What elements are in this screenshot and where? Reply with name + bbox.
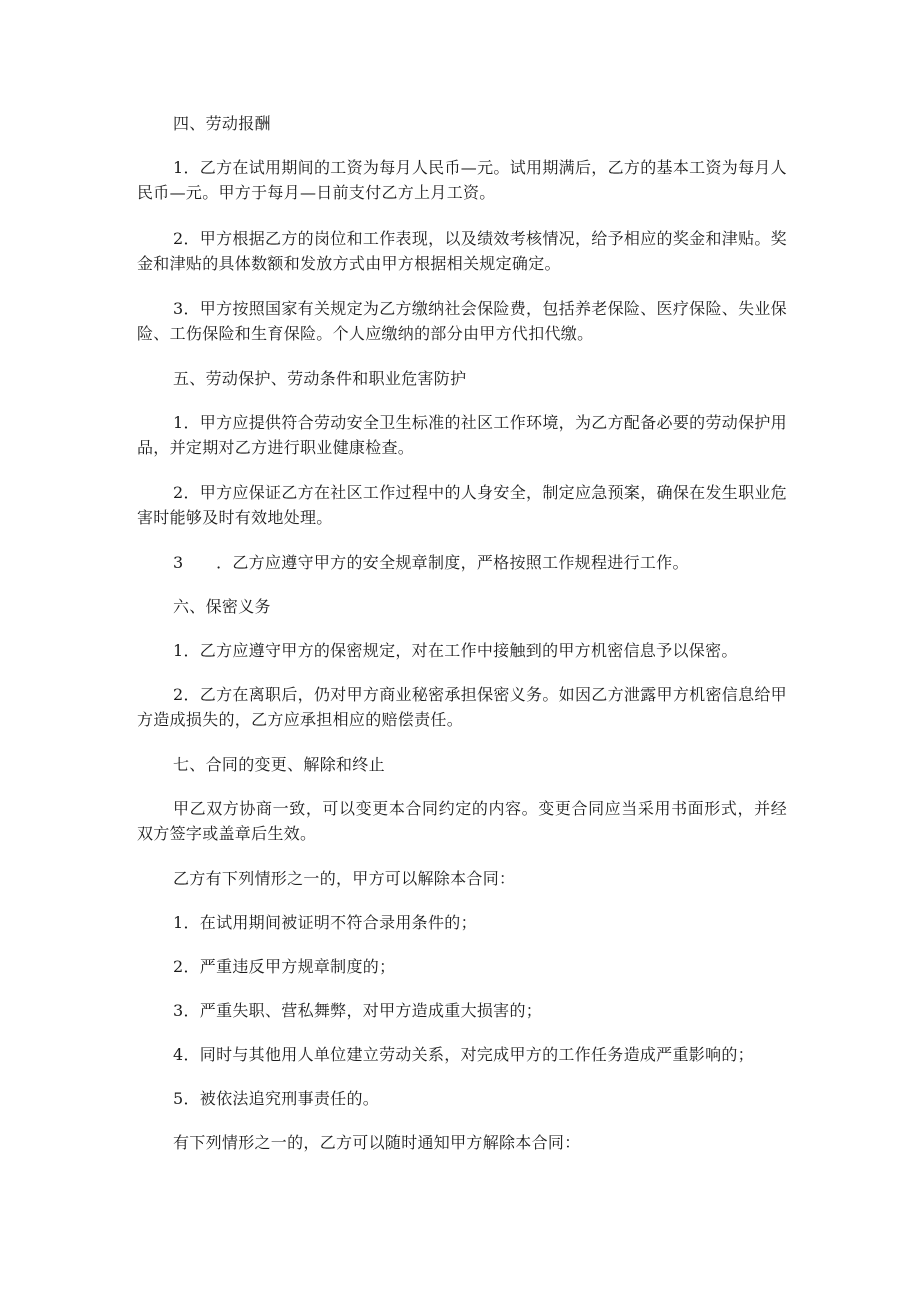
section-heading-labor-protection: 五、劳动保护、劳动条件和职业危害防护 (173, 369, 467, 388)
paragraph: 1．乙方应遵守甲方的保密规定，对在工作中接触到的甲方机密信息予以保密。 (173, 641, 738, 660)
paragraph: 乙方有下列情形之一的，甲方可以解除本合同： (173, 869, 516, 888)
list-item: 4．同时与其他用人单位建立劳动关系，对完成甲方的工作任务造成严重影响的； (173, 1045, 754, 1064)
section-heading-confidentiality: 六、保密义务 (173, 597, 271, 616)
list-item: 2．严重违反甲方规章制度的； (173, 957, 396, 976)
section-heading-contract-changes: 七、合同的变更、解除和终止 (173, 755, 385, 774)
paragraph: 1．乙方在试用期间的工资为每月人民币—元。试用期满后，乙方的基本工资为每月人民币—元。甲方于每月—日前支付乙方上月工资。 (137, 158, 787, 202)
section-heading-remuneration: 四、劳动报酬 (173, 114, 271, 133)
paragraph: 甲乙双方协商一致，可以变更本合同约定的内容。变更合同应当采用书面形式，并经双方签字或盖章后生效。 (137, 799, 787, 843)
paragraph: 3 ．乙方应遵守甲方的安全规章制度，严格按照工作规程进行工作。 (173, 553, 689, 572)
paragraph: 2．甲方根据乙方的岗位和工作表现，以及绩效考核情况，给予相应的奖金和津贴。奖金和津贴的具体数额和发放方式由甲方根据相关规定确定。 (137, 229, 787, 273)
paragraph: 有下列情形之一的，乙方可以随时通知甲方解除本合同： (173, 1133, 581, 1152)
paragraph: 3．甲方按照国家有关规定为乙方缴纳社会保险费，包括养老保险、医疗保险、失业保险、工伤保险和生育保险。个人应缴纳的部分由甲方代扣代缴。 (137, 299, 787, 343)
paragraph: 2．乙方在离职后，仍对甲方商业秘密承担保密义务。如因乙方泄露甲方机密信息给甲方造成损失的，乙方应承担相应的赔偿责任。 (137, 685, 787, 729)
paragraph: 1．甲方应提供符合劳动安全卫生标准的社区工作环境，为乙方配备必要的劳动保护用品，并定期对乙方进行职业健康检查。 (137, 413, 787, 457)
paragraph: 2．甲方应保证乙方在社区工作过程中的人身安全，制定应急预案，确保在发生职业危害时能够及时有效地处理。 (137, 483, 787, 527)
list-item: 1．在试用期间被证明不符合录用条件的； (173, 913, 477, 932)
list-item: 3．严重失职、营私舞弊，对甲方造成重大损害的； (173, 1001, 543, 1020)
list-item: 5．被依法追究刑事责任的。 (173, 1089, 380, 1108)
